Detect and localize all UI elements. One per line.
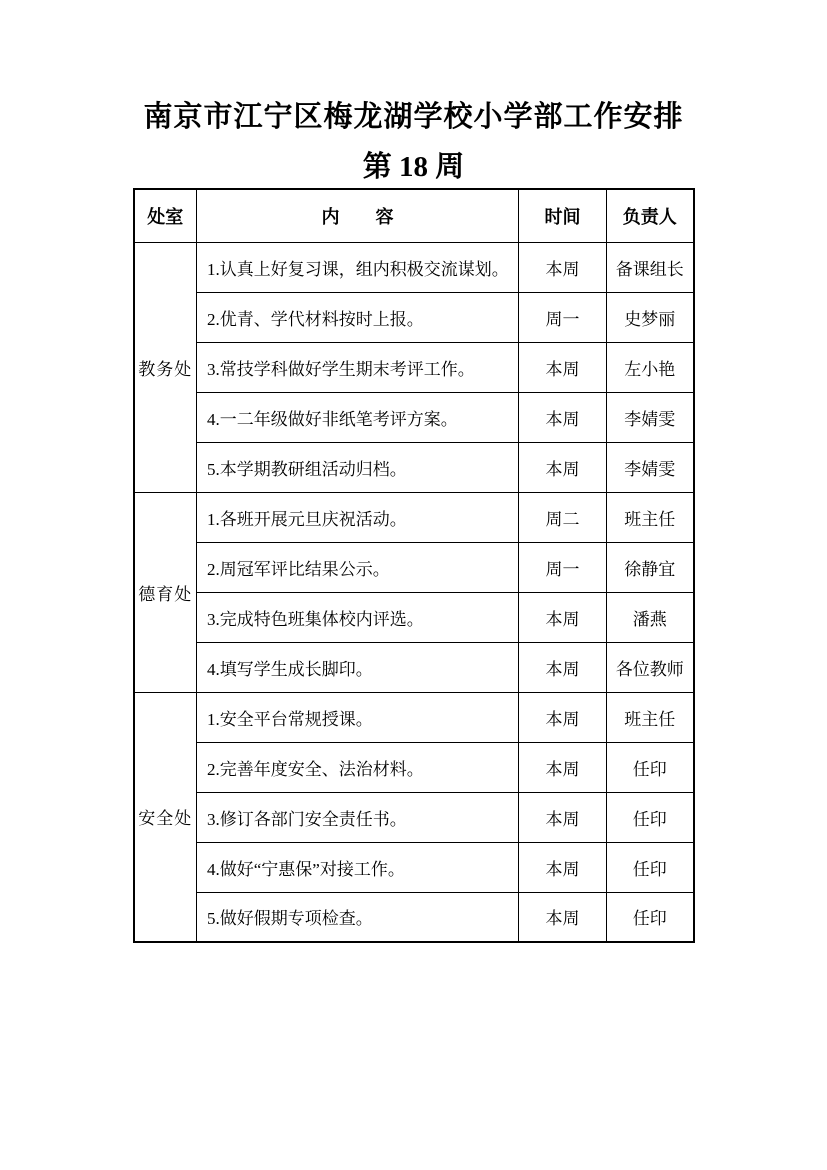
page-title: 南京市江宁区梅龙湖学校小学部工作安排 <box>143 101 684 133</box>
owner-cell: 李婧雯 <box>607 442 694 492</box>
table-row <box>134 492 694 542</box>
time-cell: 本周 <box>519 442 607 492</box>
content-cell: 5.做好假期专项检查。 <box>197 892 519 942</box>
time-cell: 本周 <box>519 392 607 442</box>
header-content: 内 容 <box>197 189 519 242</box>
owner-cell: 备课组长 <box>607 242 694 292</box>
table-row <box>134 342 694 392</box>
content-cell: 4.一二年级做好非纸笔考评方案。 <box>197 392 519 442</box>
table-row <box>134 292 694 342</box>
owner-cell: 任印 <box>607 792 694 842</box>
schedule-table <box>133 188 695 943</box>
owner-cell: 任印 <box>607 742 694 792</box>
table-row <box>134 842 694 892</box>
time-cell: 本周 <box>519 342 607 392</box>
header-row <box>134 189 694 242</box>
content-cell: 4.填写学生成长脚印。 <box>197 642 519 692</box>
time-cell: 周一 <box>519 292 607 342</box>
table-row <box>134 792 694 842</box>
time-cell: 本周 <box>519 892 607 942</box>
time-cell: 本周 <box>519 842 607 892</box>
owner-cell: 徐静宜 <box>607 542 694 592</box>
table-row <box>134 542 694 592</box>
department-cell-moral: 德育处 <box>134 492 197 692</box>
table-row <box>134 442 694 492</box>
time-cell: 周二 <box>519 492 607 542</box>
owner-cell: 潘燕 <box>607 592 694 642</box>
owner-cell: 班主任 <box>607 492 694 542</box>
content-cell: 2.优青、学代材料按时上报。 <box>197 292 519 342</box>
content-cell: 2.周冠军评比结果公示。 <box>197 542 519 592</box>
time-cell: 本周 <box>519 792 607 842</box>
time-cell: 本周 <box>519 692 607 742</box>
table-row <box>134 242 694 292</box>
table-row <box>134 592 694 642</box>
table-row <box>134 742 694 792</box>
content-cell: 3.常技学科做好学生期末考评工作。 <box>197 342 519 392</box>
owner-cell: 各位教师 <box>607 642 694 692</box>
header-time: 时间 <box>519 189 607 242</box>
owner-cell: 任印 <box>607 842 694 892</box>
content-cell: 4.做好“宁惠保”对接工作。 <box>197 842 519 892</box>
table-row <box>134 692 694 742</box>
content-cell: 3.修订各部门安全责任书。 <box>197 792 519 842</box>
time-cell: 本周 <box>519 242 607 292</box>
department-cell-academic: 教务处 <box>134 242 197 492</box>
time-cell: 本周 <box>519 642 607 692</box>
time-cell: 本周 <box>519 742 607 792</box>
content-cell: 1.认真上好复习课，组内积极交流谋划。 <box>197 242 519 292</box>
department-cell-safety: 安全处 <box>134 692 197 942</box>
header-department: 处室 <box>134 189 197 242</box>
content-cell: 5.本学期教研组活动归档。 <box>197 442 519 492</box>
content-cell: 1.各班开展元旦庆祝活动。 <box>197 492 519 542</box>
header-owner: 负责人 <box>607 189 694 242</box>
content-cell: 2.完善年度安全、法治材料。 <box>197 742 519 792</box>
owner-cell: 李婧雯 <box>607 392 694 442</box>
table-row <box>134 892 694 942</box>
time-cell: 周一 <box>519 542 607 592</box>
content-cell: 3.完成特色班集体校内评选。 <box>197 592 519 642</box>
owner-cell: 任印 <box>607 892 694 942</box>
owner-cell: 史梦丽 <box>607 292 694 342</box>
owner-cell: 班主任 <box>607 692 694 742</box>
table-row <box>134 392 694 442</box>
table-row <box>134 642 694 692</box>
time-cell: 本周 <box>519 592 607 642</box>
owner-cell: 左小艳 <box>607 342 694 392</box>
page-subtitle: 第 18 周 <box>362 151 465 183</box>
content-cell: 1.安全平台常规授课。 <box>197 692 519 742</box>
